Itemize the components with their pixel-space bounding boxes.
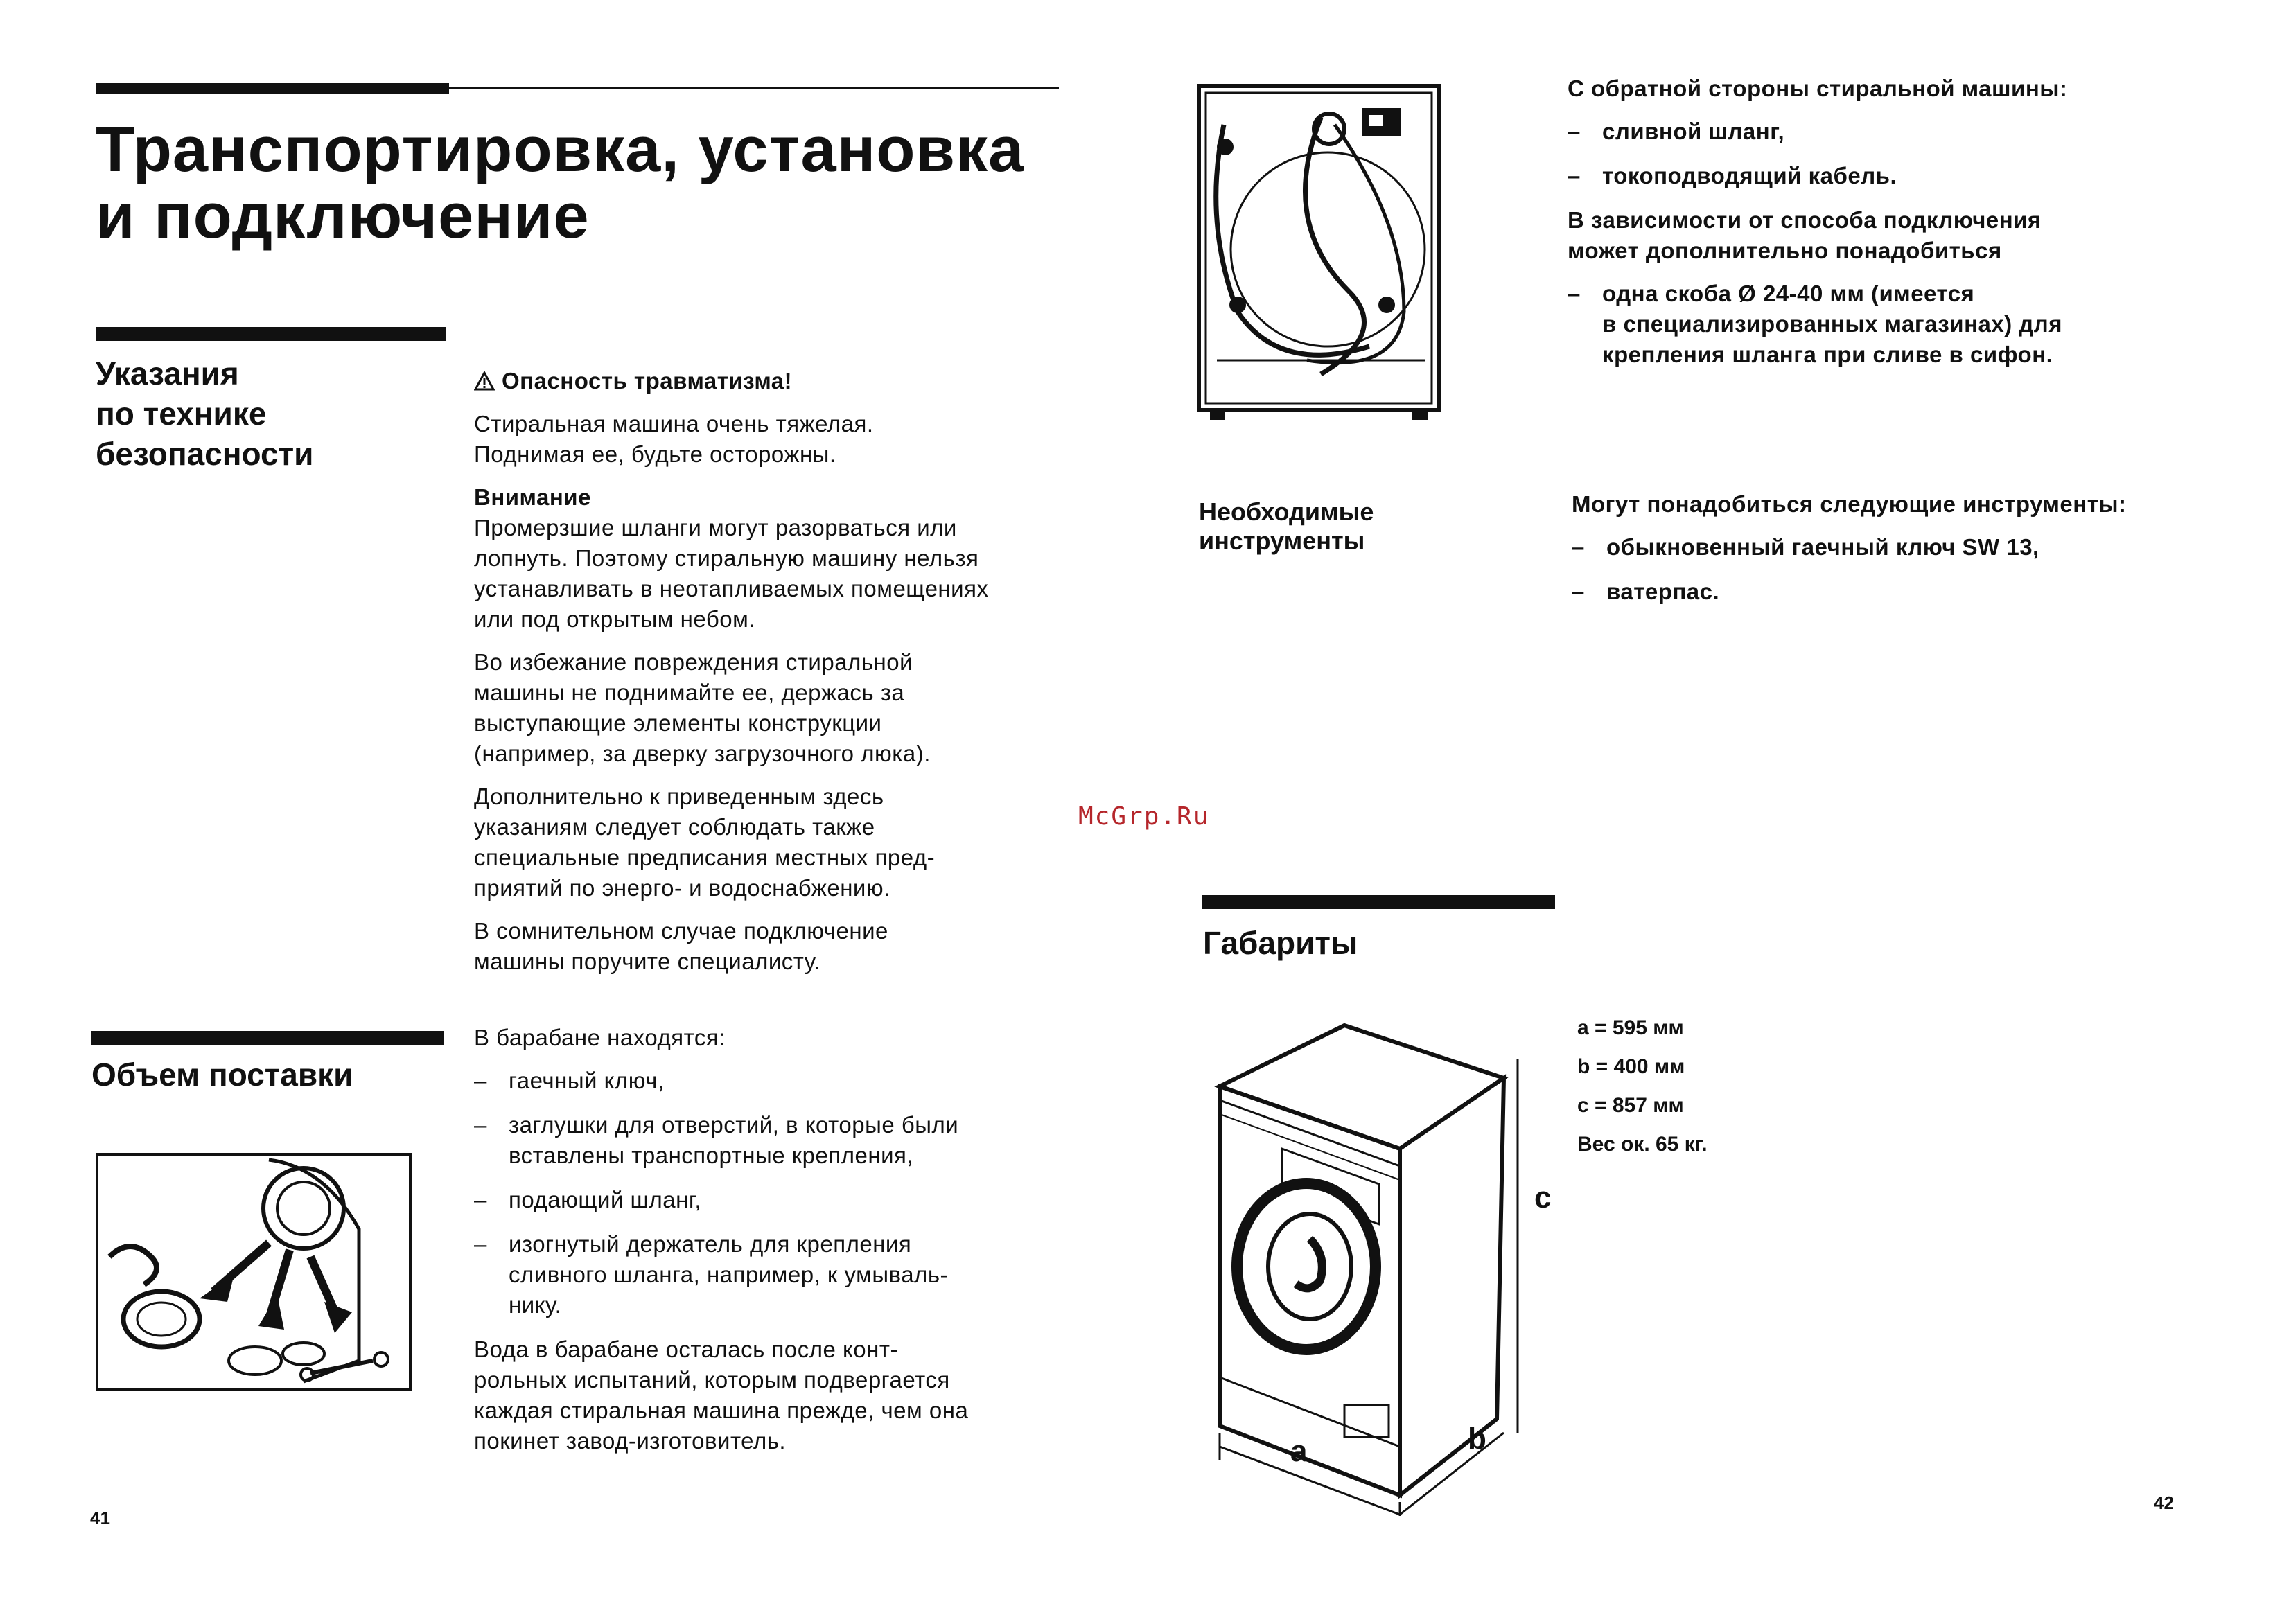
- list-item: [474, 1229, 1084, 1321]
- title-top-rule: [449, 87, 1059, 89]
- safety-paragraph-3: [474, 647, 1084, 769]
- list-dash: –: [1568, 118, 1581, 144]
- dimensions-heading: Габариты: [1203, 925, 1358, 961]
- text-line: гаечный ключ,: [509, 1068, 665, 1093]
- page-title: [96, 116, 1080, 249]
- tools-heading: [1199, 497, 1504, 556]
- list-dash: –: [474, 1187, 487, 1212]
- tools-intro: Могут понадобиться следующие инструменты:: [1572, 491, 2127, 517]
- safety-content: [474, 366, 1084, 989]
- text-line: или под открытым небом.: [474, 606, 755, 632]
- page-number-left: 41: [90, 1508, 110, 1528]
- list-item: [1572, 532, 2182, 563]
- back-side-list: [1568, 116, 2177, 191]
- delivery-content: [474, 1023, 1084, 1469]
- text-line: лопнуть. Поэтому стиральную машину нельзя: [474, 545, 979, 571]
- list-dash: –: [474, 1231, 487, 1257]
- dimensions-section-bar: [1202, 895, 1555, 909]
- safety-heading-line-1: Указания: [96, 355, 239, 391]
- text-line: указаниям следует соблюдать также: [474, 814, 875, 840]
- delivery-heading: Объем поставки: [91, 1057, 353, 1093]
- text-line: Во избежание повреждения стиральной: [474, 649, 913, 675]
- list-dash: –: [474, 1068, 487, 1093]
- text-line: подающий шланг,: [509, 1187, 702, 1212]
- dimension-label-a: a: [1290, 1434, 1308, 1468]
- list-item: [1568, 116, 2177, 147]
- safety-paragraph-2: [474, 482, 1084, 635]
- delivery-intro: В барабане находятся:: [474, 1025, 726, 1050]
- page-title-line-1: Транспортировка, установка: [96, 114, 1025, 185]
- list-item: [474, 1185, 1084, 1215]
- back-side-content: [1568, 73, 2177, 384]
- text-line: вставлены транспортные крепления,: [509, 1142, 914, 1168]
- safety-heading-line-2: по технике: [96, 396, 267, 432]
- text-line: специальные предписания местных пред-: [474, 845, 936, 870]
- page-number-right: 42: [2154, 1492, 2174, 1513]
- tools-heading-line-1: Необходимые: [1199, 497, 1374, 526]
- text-line: выступающие элементы конструкции: [474, 710, 882, 736]
- tools-heading-line-2: инструменты: [1199, 527, 1365, 555]
- back-side-list-2: [1568, 279, 2177, 370]
- warning-triangle-icon: [474, 366, 495, 396]
- text-line: изогнутый держатель для крепления: [509, 1231, 912, 1257]
- dimension-label-b: b: [1468, 1422, 1486, 1456]
- danger-line: [474, 366, 1084, 396]
- text-line: в специализированных магазинах) для: [1602, 311, 2063, 337]
- text-line: сливного шланга, например, к умываль-: [509, 1262, 948, 1287]
- attention-label: Внимание: [474, 484, 591, 510]
- safety-paragraph-5: [474, 916, 1084, 977]
- washer-dimensions-illustration: [1206, 1017, 1566, 1516]
- text-line: В сомнительном случае подключение: [474, 918, 888, 944]
- text-line: крепления шланга при сливе в сифон.: [1602, 342, 2053, 367]
- delivery-list: [474, 1066, 1084, 1321]
- text-line: одна скоба Ø 24-40 мм (имеется: [1602, 281, 1975, 306]
- dimension-a: a = 595 мм: [1577, 1016, 1684, 1039]
- text-line: приятий по энерго- и водоснабжению.: [474, 875, 890, 901]
- safety-heading: [96, 353, 428, 474]
- dimension-label-c: c: [1534, 1181, 1552, 1215]
- text-line: Промерзшие шланги могут разорваться или: [474, 515, 957, 540]
- tools-content: [1572, 489, 2182, 621]
- text-line: (например, за дверку загрузочного люка).: [474, 741, 931, 766]
- delivery-outro: [474, 1334, 1084, 1456]
- tools-list: [1572, 532, 2182, 607]
- list-item: [474, 1066, 1084, 1096]
- text-line: рольных испытаний, которым подвергается: [474, 1367, 950, 1393]
- safety-paragraph-1: [474, 409, 1084, 470]
- list-dash: –: [474, 1112, 487, 1138]
- dimension-c: c = 857 мм: [1577, 1094, 1684, 1117]
- text-line: ватерпас.: [1606, 579, 1720, 604]
- list-dash: –: [1568, 163, 1581, 188]
- text-line: обыкновенный гаечный ключ SW 13,: [1606, 534, 2039, 560]
- dimensions-values: [1577, 1009, 1854, 1164]
- text-line: нику.: [509, 1292, 562, 1318]
- text-line: покинет завод-изготовитель.: [474, 1428, 787, 1454]
- text-line: заглушки для отверстий, в которые были: [509, 1112, 959, 1138]
- page-title-line-2: и подключение: [96, 181, 590, 251]
- text-line: Стиральная машина очень тяжелая.: [474, 411, 874, 436]
- list-item: [474, 1110, 1084, 1171]
- list-item: [1568, 279, 2177, 370]
- text-line: Дополнительно к приведенным здесь: [474, 784, 884, 809]
- text-line: Поднимая ее, будьте осторожны.: [474, 441, 836, 467]
- weight: Вес ок. 65 кг.: [1577, 1133, 1708, 1156]
- list-dash: –: [1568, 281, 1581, 306]
- safety-paragraph-4: [474, 782, 1084, 903]
- back-side-intro: С обратной стороны стиральной машины:: [1568, 76, 2068, 101]
- list-item: [1572, 576, 2182, 607]
- safety-heading-line-3: безопасности: [96, 436, 314, 472]
- list-dash: –: [1572, 579, 1585, 604]
- watermark: McGrp.Ru: [1078, 802, 1210, 831]
- text-line: машины поручите специалисту.: [474, 948, 821, 974]
- washer-back-illustration: [1196, 83, 1441, 423]
- text-line: каждая стиральная машина прежде, чем она: [474, 1397, 969, 1423]
- list-dash: –: [1572, 534, 1585, 560]
- text-line: устанавливать в неотапливаемых помещениях: [474, 576, 989, 601]
- text-line: токоподводящий кабель.: [1602, 163, 1897, 188]
- list-item: [1568, 161, 2177, 191]
- safety-section-bar: [96, 327, 446, 341]
- text-line: может дополнительно понадобиться: [1568, 238, 2002, 263]
- text-line: Вода в барабане осталась после конт-: [474, 1336, 898, 1362]
- back-side-paragraph: [1568, 205, 2177, 266]
- text-line: В зависимости от способа подключения: [1568, 207, 2042, 233]
- text-line: машины не поднимайте ее, держась за: [474, 680, 905, 705]
- text-line: сливной шланг,: [1602, 118, 1785, 144]
- delivery-section-bar: [91, 1031, 444, 1045]
- title-top-bar: [96, 83, 449, 94]
- danger-text: Опасность травматизма!: [502, 368, 793, 394]
- delivery-contents-illustration: [96, 1153, 412, 1391]
- dimension-b: b = 400 мм: [1577, 1055, 1685, 1078]
